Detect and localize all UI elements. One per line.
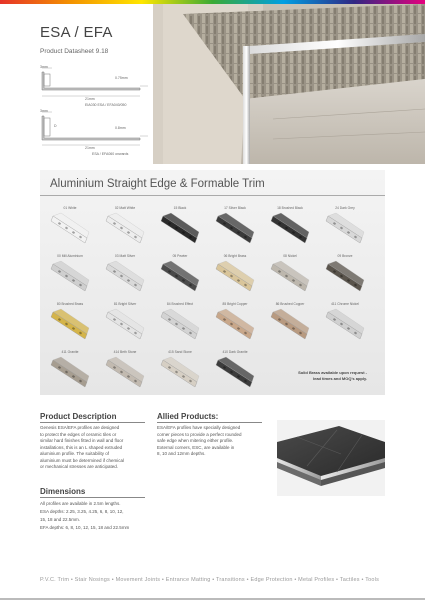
profile-diagram-2-drawing	[40, 110, 150, 155]
finish-swatch-item	[210, 350, 260, 394]
dim-line: 15, 18 and 22.5mm.	[40, 517, 81, 522]
finish-swatch-item	[320, 302, 370, 346]
finish-swatch-item	[155, 350, 205, 394]
dim-line: All profiles are available in 2.5m lengths.	[40, 501, 121, 506]
diagram-1-caption: EIA030 ESA / EFA040/050	[85, 103, 127, 107]
dim-line: ESA depths: 2.25, 3.25, 4.25, 6, 8, 10, 12,	[40, 509, 124, 514]
diagram-1-width: 21mm	[85, 97, 95, 101]
pd-line: similar hard finishes fitted in wall and floor	[40, 438, 124, 443]
finish-swatch-item	[45, 350, 95, 394]
finish-label: 15 Black	[173, 206, 187, 210]
finish-profile-sample	[269, 212, 311, 246]
hero-photo	[153, 4, 425, 164]
finish-profile-sample	[324, 308, 366, 342]
dimensions-rule	[40, 497, 145, 498]
allied-line: 8, 10 and 12mm depths.	[157, 451, 206, 456]
finish-profile-sample	[214, 356, 256, 390]
finish-profile-sample	[269, 260, 311, 294]
finish-profile-sample	[214, 308, 256, 342]
finish-label: 18 Brushed Black	[277, 206, 303, 210]
allied-products-title: Allied Products:	[157, 412, 219, 421]
solid-brass-note-line-2: lead times and MOQ's apply.	[312, 376, 367, 381]
datasheet-subtitle: Product Datasheet 9.18	[40, 48, 109, 55]
dimensions-text	[40, 500, 190, 532]
finish-swatch-item	[265, 254, 315, 298]
finish-swatch-item	[210, 302, 260, 346]
finish-profile-sample	[324, 260, 366, 294]
finish-label: 80 Brushed Brass	[56, 302, 84, 306]
finish-profile-sample	[159, 356, 201, 390]
finish-label: 86 Brushed Copper	[275, 302, 305, 306]
finish-swatch-item	[155, 206, 205, 250]
diagram-2-caption: ESA / EFA060 onwards	[92, 152, 129, 156]
finish-label: 03 Matt Silver	[114, 254, 136, 258]
finish-swatch-item	[155, 302, 205, 346]
finish-label: 84 Brushed Effect	[166, 302, 194, 306]
pd-line: Genesis ESA/EFA profiles are designed	[40, 425, 120, 430]
diagram-1-top-dim: 3mm	[40, 65, 48, 69]
finish-swatch-item	[210, 206, 260, 250]
finishes-panel	[40, 170, 385, 395]
finish-label: 05 Pewter	[172, 254, 188, 258]
finishes-title-rule	[40, 195, 385, 196]
finish-profile-sample	[269, 308, 311, 342]
finish-profile-sample	[214, 260, 256, 294]
finish-swatch-item	[45, 206, 95, 250]
product-description-rule	[40, 422, 145, 423]
finish-label: 85 Bright Copper	[222, 302, 248, 306]
finish-swatch-item	[320, 254, 370, 298]
finishes-title: Aluminium Straight Edge & Formable Trim	[50, 178, 265, 190]
corner-piece-photo	[277, 420, 385, 496]
finish-profile-sample	[49, 308, 91, 342]
finish-label: 01 White	[63, 206, 77, 210]
finish-label: 410 Dark Granite	[222, 350, 248, 354]
diagram-2-thickness: 0.8mm	[115, 126, 126, 130]
product-description-text	[40, 425, 150, 471]
finish-profile-sample	[49, 212, 91, 246]
finish-swatch-item	[320, 206, 370, 250]
finish-label: 24 Dark Grey	[335, 206, 355, 210]
finish-swatch-item	[265, 206, 315, 250]
allied-products-text	[157, 425, 272, 458]
profile-diagram-1	[40, 66, 150, 111]
finish-swatch-item	[100, 302, 150, 346]
solid-brass-note	[298, 370, 367, 382]
finish-swatch-item	[100, 350, 150, 394]
corner-piece-illustration	[277, 420, 385, 496]
finish-swatch-item	[100, 254, 150, 298]
finish-label: 411 Chrome Nickel	[331, 302, 359, 306]
finish-swatch-item	[265, 302, 315, 346]
finish-profile-sample	[214, 212, 256, 246]
diagram-2-height-dim: D	[54, 124, 57, 128]
finish-swatch-item	[100, 206, 150, 250]
finish-label: 411 Granite	[61, 350, 79, 354]
finish-label: 02 Matt White	[114, 206, 136, 210]
finish-label: 00 Mill Aluminium	[57, 254, 83, 258]
hero-photo-illustration	[153, 4, 425, 164]
finish-swatch-item	[155, 254, 205, 298]
footer-product-list: P.V.C. Trim • Stair Nosings • Movement Joints • Entrance Matting • Transitions • Edge Protection • Metal Profiles • Tactiles • Tools	[40, 577, 380, 583]
finish-label: 414 Beth Stone	[113, 350, 137, 354]
finish-profile-sample	[49, 356, 91, 390]
solid-brass-note-line-1: Solid Brass available upon request -	[298, 370, 367, 375]
footer	[0, 566, 425, 600]
finish-profile-sample	[104, 260, 146, 294]
finish-profile-sample	[324, 212, 366, 246]
finish-label: 415 Sand Stone	[168, 350, 192, 354]
pd-line: aluminium profile. The suitability of	[40, 451, 109, 456]
finish-profile-sample	[49, 260, 91, 294]
page-title: ESA / EFA	[40, 24, 113, 41]
allied-products-rule	[157, 422, 262, 423]
finish-swatch-item	[45, 302, 95, 346]
finish-label: 08 Nickel	[283, 254, 297, 258]
diagram-2-top-dim: 3mm	[40, 109, 48, 113]
finish-swatch-item	[45, 254, 95, 298]
finish-profile-sample	[159, 260, 201, 294]
pd-line: installations, this is an L shaped extruded	[40, 444, 123, 450]
allied-line: External corners, ESC, are available in	[157, 444, 235, 450]
diagram-2-width: 21mm	[85, 146, 95, 150]
dim-line: EFA depths: 6, 8, 10, 12, 15, 18 and 22.5mm	[40, 525, 130, 530]
finish-profile-sample	[104, 356, 146, 390]
finish-swatch-item	[210, 254, 260, 298]
finish-profile-sample	[104, 212, 146, 246]
diagram-1-thickness: 0.75mm	[115, 76, 128, 80]
dimensions-title: Dimensions	[40, 487, 86, 496]
finish-label: 17 Silver Black	[224, 206, 246, 210]
allied-line: safe edge when mitering either profile.	[157, 438, 234, 443]
finish-profile-sample	[159, 212, 201, 246]
finish-label: 09 Bronze	[337, 254, 353, 258]
profile-diagram-2	[40, 110, 150, 155]
finish-profile-sample	[104, 308, 146, 342]
finish-label: 06 Bright Brass	[223, 254, 247, 258]
pd-line: to protect the edges of ceramic tiles or	[40, 431, 117, 437]
pd-line: aluminium must be determined if chemical	[40, 457, 125, 463]
finish-profile-sample	[159, 308, 201, 342]
pd-line: or mechanical stresses are anticipated.	[40, 464, 119, 469]
allied-line: ESA/EFA profiles have specially designed	[157, 425, 241, 430]
allied-line: corner pieces to provide a perfect rounded	[157, 431, 242, 437]
product-description-title: Product Description	[40, 412, 117, 421]
finish-label: 81 Bright Silver	[113, 302, 137, 306]
